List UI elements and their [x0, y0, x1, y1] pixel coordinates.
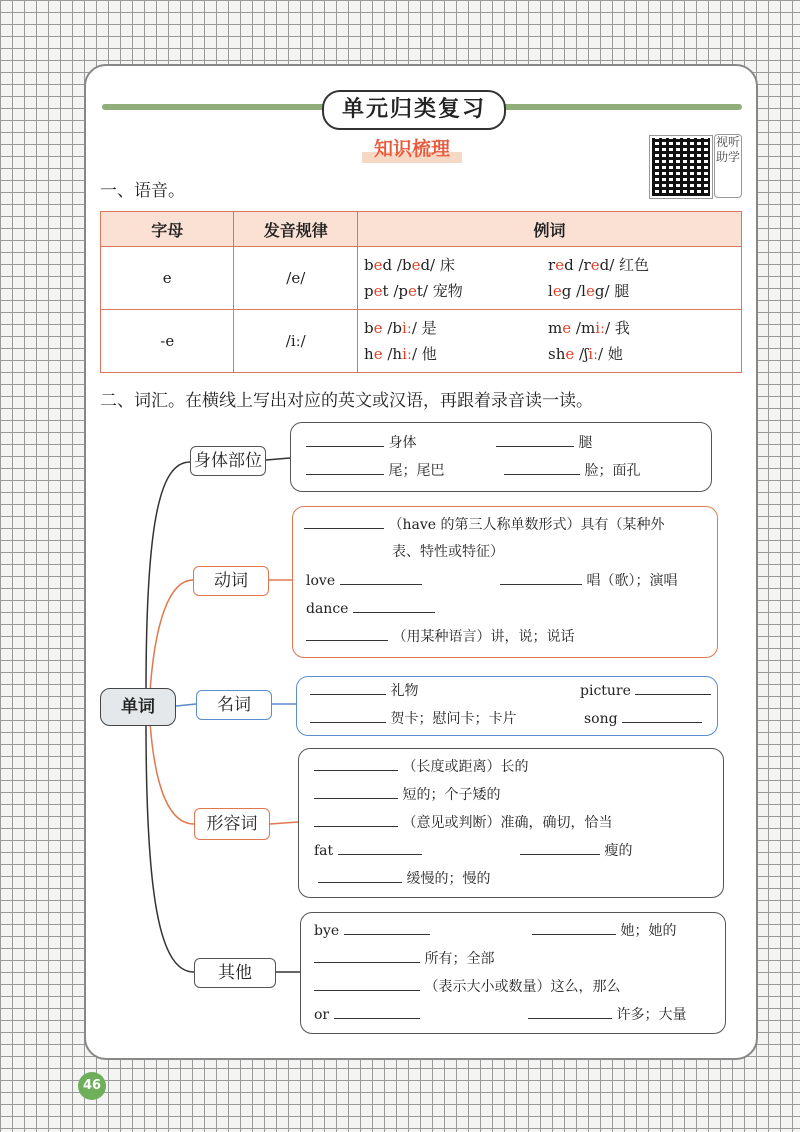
rule-cell: /e/ [234, 247, 358, 310]
list-item: 短的；个子矮的 [314, 784, 500, 805]
answer-blank[interactable] [340, 570, 422, 585]
link-body-box [266, 458, 290, 460]
connector-body [146, 462, 190, 692]
category-adjective: 形容词 [194, 808, 270, 840]
list-item: fat [314, 840, 422, 861]
list-item: 脸；面孔 [504, 460, 640, 481]
example-word: be /biː/ 是 [364, 319, 437, 337]
example-word: red /red/ 红色 [548, 256, 650, 274]
list-item: （表示大小或数量）这么，那么 [314, 976, 620, 997]
list-item: 腿 [496, 432, 592, 453]
list-item: 她；她的 [532, 920, 676, 941]
answer-blank[interactable] [314, 976, 420, 991]
answer-blank[interactable] [304, 514, 384, 529]
answer-blank[interactable] [622, 708, 702, 723]
list-item: 礼物 [310, 680, 418, 701]
qr-label-text: 视听助学 [715, 135, 740, 164]
section-vocab-heading: 二、词汇。在横线上写出对应的英文或汉语，再跟着录音读一读。 [100, 391, 593, 411]
connector-other [146, 722, 194, 972]
answer-blank[interactable] [314, 948, 420, 963]
connector-verb [150, 580, 193, 692]
list-item: love [306, 570, 422, 591]
list-item: song [584, 708, 702, 729]
letter-cell: e [101, 247, 234, 310]
page-number: 46 [78, 1072, 106, 1100]
answer-blank[interactable] [635, 680, 711, 695]
answer-blank[interactable] [306, 432, 384, 447]
answer-blank[interactable] [310, 708, 386, 723]
answer-blank[interactable] [306, 460, 384, 475]
list-item: 所有；全部 [314, 948, 494, 969]
answer-blank[interactable] [528, 1004, 612, 1019]
answer-blank[interactable] [520, 840, 600, 855]
list-item: 许多；大量 [528, 1004, 686, 1025]
column-header: 字母 [101, 212, 234, 247]
answer-blank[interactable] [318, 868, 402, 883]
answer-blank[interactable] [310, 680, 386, 695]
list-item: 瘦的 [520, 840, 632, 861]
column-header: 例词 [358, 212, 742, 247]
section-phonics-heading: 一、语音。 [100, 181, 185, 201]
answer-blank[interactable] [353, 598, 435, 613]
answer-blank[interactable] [504, 460, 580, 475]
example-word: pet /pet/ 宠物 [364, 282, 463, 300]
page-title: 单元归类复习 [322, 90, 506, 130]
list-item: picture [580, 680, 711, 701]
rule-cell: /iː/ [234, 310, 358, 373]
category-body: 身体部位 [190, 446, 266, 476]
mindmap-root: 单词 [100, 688, 176, 726]
list-item: （have 的第三人称单数形式）具有（某种外 [304, 514, 664, 535]
example-word: he /hiː/ 他 [364, 345, 437, 363]
list-item: or [314, 1004, 420, 1025]
list-item: dance [306, 598, 435, 619]
answer-blank[interactable] [334, 1004, 420, 1019]
answer-blank[interactable] [338, 840, 422, 855]
category-noun: 名词 [196, 690, 272, 720]
answer-blank[interactable] [500, 570, 582, 585]
connector-noun [176, 704, 196, 706]
answer-blank[interactable] [496, 432, 574, 447]
answer-blank[interactable] [314, 756, 398, 771]
list-item: 身体 [306, 432, 416, 453]
answer-blank[interactable] [314, 812, 398, 827]
list-item: （意见或判断）准确，确切，恰当 [314, 812, 612, 833]
list-item: （用某种语言）讲，说；说话 [306, 626, 574, 647]
example-word: she /ʃiː/ 她 [548, 345, 623, 363]
category-verb: 动词 [193, 566, 269, 596]
connector-adj [150, 722, 194, 824]
example-word: leg /leg/ 腿 [548, 282, 630, 300]
list-item-continued: 表、特性或特征） [392, 544, 504, 560]
column-header: 发音规律 [234, 212, 358, 247]
example-word: me /miː/ 我 [548, 319, 630, 337]
list-item: 贺卡；慰问卡；卡片 [310, 708, 516, 729]
list-item: （长度或距离）长的 [314, 756, 528, 777]
category-other: 其他 [194, 958, 276, 988]
section-subtitle: 知识梳理 [362, 135, 462, 163]
answer-blank[interactable] [532, 920, 616, 935]
example-word: bed /bed/ 床 [364, 256, 455, 274]
list-item: bye [314, 920, 430, 941]
answer-blank[interactable] [344, 920, 430, 935]
list-item: 唱（歌）；演唱 [500, 570, 677, 591]
list-item: 缓慢的；慢的 [318, 868, 490, 889]
link-adj-box [270, 822, 298, 824]
answer-blank[interactable] [314, 784, 398, 799]
answer-blank[interactable] [306, 626, 388, 641]
list-item: 尾；尾巴 [306, 460, 444, 481]
letter-cell: -e [101, 310, 234, 373]
